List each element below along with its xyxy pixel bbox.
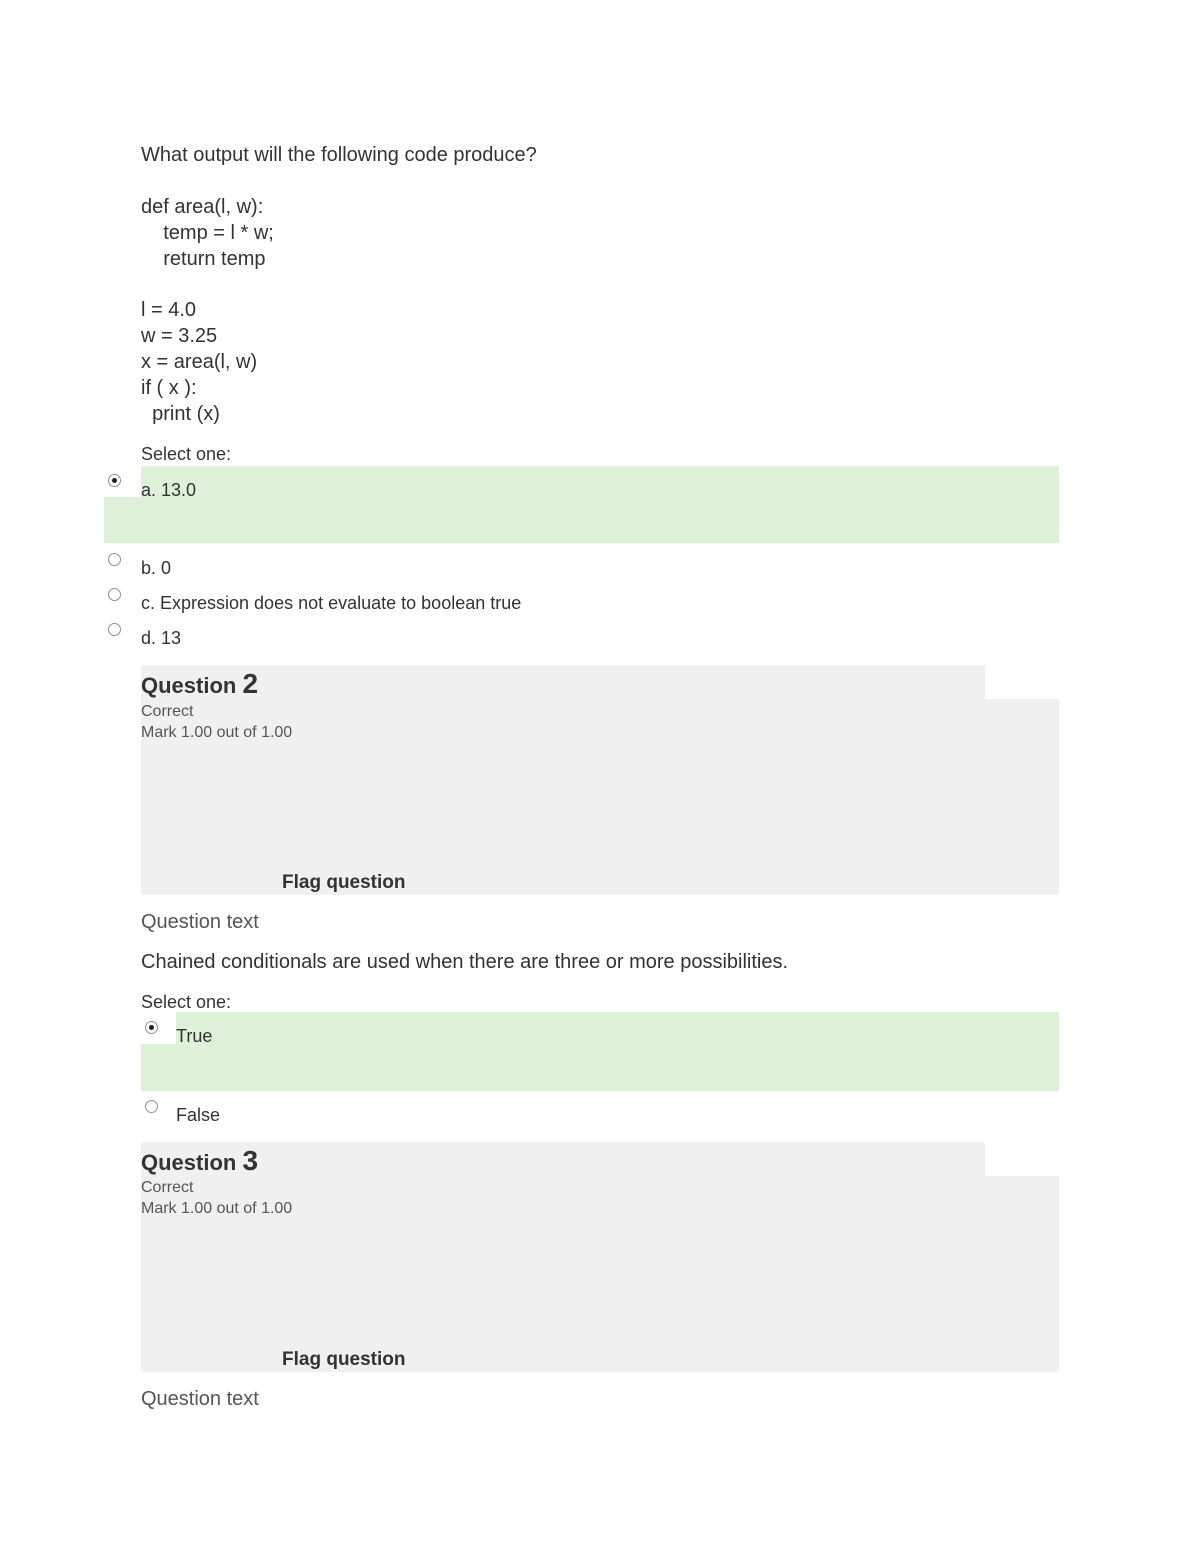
option-b-label[interactable]: b. 0 xyxy=(141,558,172,578)
question-3-title xyxy=(141,1145,258,1177)
code-line-5: l = 4.0 xyxy=(141,299,197,321)
question-3-text-label: Question text xyxy=(141,1388,259,1410)
code-line-9: print (x) xyxy=(141,403,220,425)
code-line-6: w = 3.25 xyxy=(141,325,218,347)
code-line-8: if ( x ): xyxy=(141,377,197,399)
question-3-status: Correct xyxy=(141,1179,194,1196)
code-line-1: def area(l, w): xyxy=(141,196,264,218)
option-d-label[interactable]: d. 13 xyxy=(141,628,182,648)
answer-option-a[interactable] xyxy=(104,466,1059,543)
code-line-7: x = area(l, w) xyxy=(141,351,258,373)
option-false-label[interactable]: False xyxy=(176,1105,221,1125)
radio-option-true[interactable] xyxy=(145,1021,158,1034)
radio-option-d[interactable] xyxy=(108,623,121,636)
radio-option-c[interactable] xyxy=(108,588,121,601)
code-line-2: temp = l * w; xyxy=(141,222,274,244)
code-line-3: return temp xyxy=(141,248,266,270)
question-3-title-word: Question xyxy=(141,1150,237,1175)
question-2-title-word: Question xyxy=(141,673,237,698)
question-2-prompt: Chained conditionals are used when there are three or more possibilities. xyxy=(141,951,789,973)
select-one-label: Select one: xyxy=(141,444,232,464)
question-3-number: 3 xyxy=(242,1145,259,1176)
answer-option-true[interactable] xyxy=(141,1012,1059,1091)
question-3-mark: Mark 1.00 out of 1.00 xyxy=(141,1200,293,1217)
option-true-label[interactable]: True xyxy=(176,1026,213,1046)
question-2-flag-button[interactable]: Flag question xyxy=(282,872,406,893)
question-2-text-label: Question text xyxy=(141,911,259,933)
question-3-flag-button[interactable]: Flag question xyxy=(282,1349,406,1370)
radio-option-b[interactable] xyxy=(108,553,121,566)
question-2-info-header xyxy=(141,665,985,699)
question-2-number: 2 xyxy=(242,668,259,699)
question-2-select-one-label: Select one: xyxy=(141,992,232,1012)
question-2-status: Correct xyxy=(141,703,194,720)
option-a-label[interactable]: a. 13.0 xyxy=(141,480,197,500)
question-2-mark: Mark 1.00 out of 1.00 xyxy=(141,724,293,741)
option-c-label[interactable]: c. Expression does not evaluate to boolean true xyxy=(141,593,522,613)
question-2-title xyxy=(141,668,258,700)
question-3-info-header xyxy=(141,1142,985,1176)
question-1-prompt: What output will the following code produce? xyxy=(141,144,537,166)
radio-option-false[interactable] xyxy=(145,1100,158,1113)
radio-option-a[interactable] xyxy=(108,474,121,487)
